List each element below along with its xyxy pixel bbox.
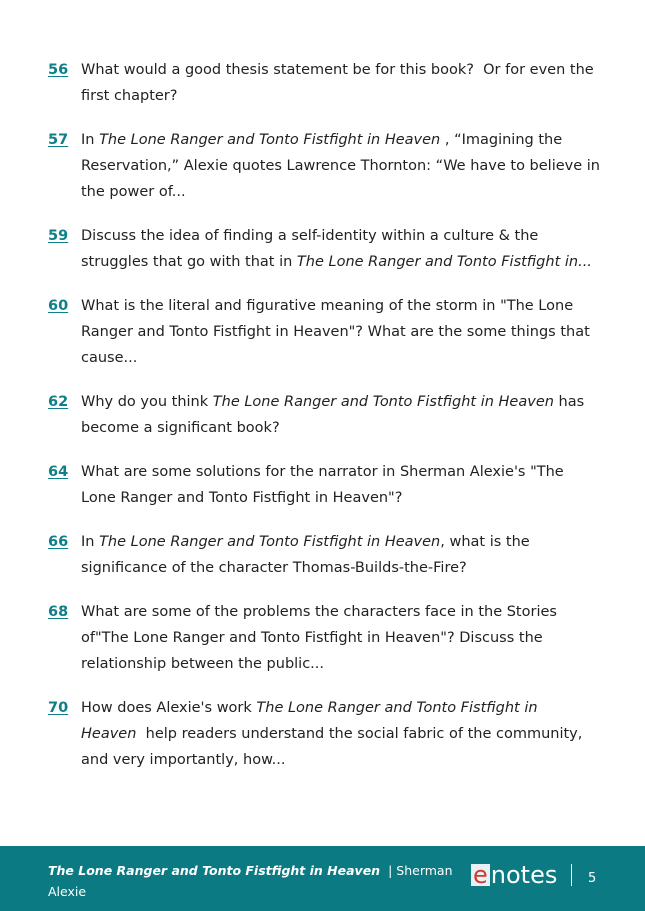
enotes-logo [471,861,572,889]
question-list [48,57,608,791]
page-footer [0,846,645,911]
logo-wordmark: notes [490,861,558,889]
question-text: How does Alexie's work The Lone Ranger and Tonto Fistfight in Heaven help readers understand the social fabric of the community, and very importantly, how... [81,700,583,768]
logo-e-icon: e [473,861,488,889]
footer-divider [571,864,572,886]
question-item [48,529,608,581]
question-text: What are some of the problems the characters face in the Stories of"The Lone Ranger and Tonto Fistfight in Heaven"? Discuss the relationship between the public... [81,604,557,672]
question-link-68[interactable]: 68 [48,604,69,620]
question-item [48,223,608,275]
question-item [48,127,608,205]
question-link-60[interactable]: 60 [48,298,69,314]
question-text: Why do you think The Lone Ranger and Tonto Fistfight in Heaven has become a significant book? [81,394,585,436]
question-link-70[interactable]: 70 [48,700,69,716]
question-text: Discuss the idea of finding a self-identity within a culture & the struggles that go with that in The Lone Ranger and Tonto Fistfight in... [81,228,592,270]
footer-title [48,860,458,902]
question-item [48,695,608,773]
question-text: What is the literal and figurative meaning of the storm in "The Lone Ranger and Tonto Fistfight in Heaven"? What are the some things that cause... [81,298,590,366]
page-number: 5 [588,871,597,886]
question-item [48,57,608,109]
footer-book-title: The Lone Ranger and Tonto Fistfight in Heaven [48,863,381,878]
question-item [48,389,608,441]
question-link-62[interactable]: 62 [48,394,69,410]
question-text: What would a good thesis statement be for this book? Or for even the first chapter? [81,62,594,104]
question-text: What are some solutions for the narrator in Sherman Alexie's "The Lone Ranger and Tonto Fistfight in Heaven"? [81,464,564,506]
footer-separator: | [388,863,393,878]
question-item [48,599,608,677]
footer-author: Sherman Alexie [48,863,453,899]
question-item [48,459,608,511]
question-link-64[interactable]: 64 [48,464,69,480]
question-text: In The Lone Ranger and Tonto Fistfight in Heaven , “Imagining the Reservation,” Alexie quotes Lawrence Thornton: “We have to believe in the power of... [81,132,600,200]
question-link-59[interactable]: 59 [48,228,69,244]
question-item [48,293,608,371]
question-link-56[interactable]: 56 [48,62,69,78]
question-text: In The Lone Ranger and Tonto Fistfight in Heaven, what is the significance of the character Thomas-Builds-the-Fire? [81,534,530,576]
question-link-66[interactable]: 66 [48,534,69,550]
question-link-57[interactable]: 57 [48,132,69,148]
